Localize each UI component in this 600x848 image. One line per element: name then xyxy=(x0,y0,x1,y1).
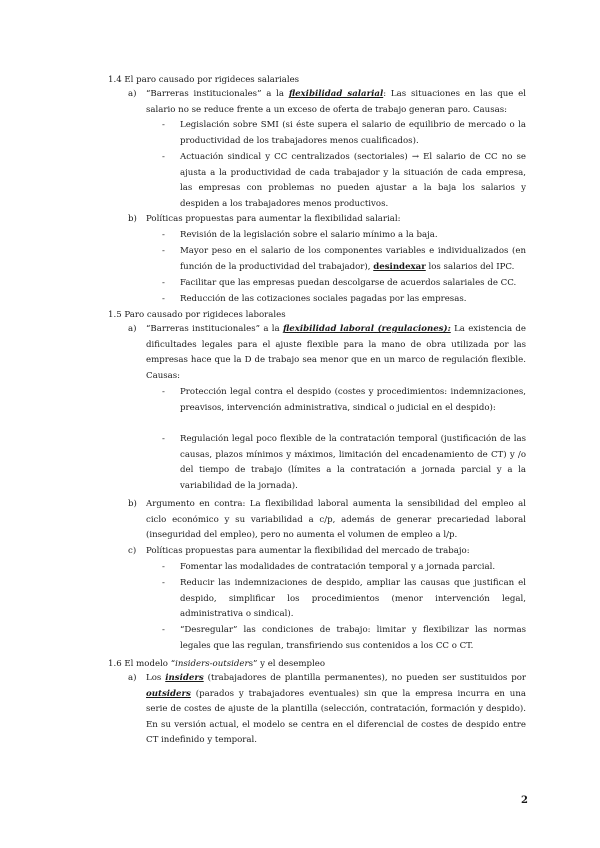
bullet-dash: - xyxy=(162,294,165,304)
bullet-dash: - xyxy=(162,152,165,162)
key-term: insiders xyxy=(165,673,204,683)
list-marker: a) xyxy=(128,673,137,683)
list-item-1-4-b: b) Políticas propuestas para aumentar la flexibilidad salarial: xyxy=(128,212,526,228)
bullet-dash: - xyxy=(162,120,165,130)
bullet-dash: - xyxy=(162,562,165,572)
bullet-item: - Mayor peso en el salario de los componentes variables e individualizados (en función de la productividad del trabajador), desindexar los salarios del IPC. xyxy=(162,246,526,272)
bullet-dash: - xyxy=(162,434,165,444)
bullet-dash: - xyxy=(162,246,165,256)
bullet-item: - Reducir las indemnizaciones de despido, ampliar las causas que justifican el despido, simplificar los procedimientos (menor intervención legal, administrativa o sindical). xyxy=(162,578,526,620)
key-term: outsiders xyxy=(146,688,191,699)
bullet-dash: - xyxy=(162,578,165,588)
bullet-item: - Reducción de las cotizaciones sociales pagadas por las empresas. xyxy=(162,292,526,308)
bullet-item: - Protección legal contra el despido (costes y procedimientos: indemnizaciones, preavisos, intervención administrativa, sindical o judicial en el despido): xyxy=(162,387,526,413)
key-term: desindexar xyxy=(373,261,426,272)
bullet-dash: - xyxy=(162,230,165,240)
bullet-dash: - xyxy=(162,625,165,635)
section-heading-1-4: 1.4 El paro causado por rigideces salariales xyxy=(108,75,300,85)
list-marker: c) xyxy=(128,546,137,556)
list-item-1-5-c: c) Políticas propuestas para aumentar la flexibilidad del mercado de trabajo: xyxy=(128,544,526,560)
bullet-item: - Legislación sobre SMI (si éste supera el salario de equilibrio de mercado o la productividad de los trabajadores menos cualificados). xyxy=(162,120,526,146)
bullet-item: - Actuación sindical y CC centralizados (sectoriales) → El salario de CC no se ajusta a la productividad de cada trabajador y la situación de cada empresa, las empresas con problemas no pueden ajustar a la baja los salarios y despiden a los trabajadores menos productivos. xyxy=(162,152,526,209)
list-item-1-5-a: a) “Barreras institucionales” a la flexibilidad laboral (regulaciones): La existencia de dificultades legales para el ajuste flexible para la mano de obra utilizada por las empresas hace que la D de trabajo sea menor que en un marco de regulación flexible. Causas: xyxy=(128,324,526,381)
page-number: 2 xyxy=(521,795,528,806)
bullet-item: - Facilitar que las empresas puedan descolgarse de acuerdos salariales de CC. xyxy=(162,276,526,292)
list-item-1-4-a xyxy=(128,87,526,118)
list-marker: b) xyxy=(128,499,137,509)
bullet-item: - Revisión de la legislación sobre el salario mínimo a la baja. xyxy=(162,228,526,244)
list-marker: a) xyxy=(128,324,137,334)
bullet-item: - “Desregular” las condiciones de trabajo: limitar y flexibilizar las normas legales que las regulan, transfiriendo sus contenidos a los CC o CT. xyxy=(162,625,526,651)
bullet-item: - Regulación legal poco flexible de la contratación temporal (justificación de las causas, plazos mínimos y máximos, limitación del encadenamiento de CT) y /o del tiempo de trabajo (límites a la contratación a jornada parcial y a la variabilidad de la jornada). xyxy=(162,434,526,491)
section-heading-1-6: 1.6 El modelo “insiders-outsiders” y el desempleo xyxy=(108,659,326,669)
list-marker: b) xyxy=(128,214,137,224)
key-term: flexibilidad laboral (regulaciones): xyxy=(282,324,451,334)
paragraph: “Barreras institucionales” a la flexibilidad salarial: Las situaciones en las que el salario no se reduce frente a un exceso de oferta de trabajo generan paro. Causas: xyxy=(146,89,526,115)
section-heading-1-5: 1.5 Paro causado por rigideces laborales xyxy=(108,310,286,320)
list-item-1-6-a: a) Los insiders (trabajadores de plantilla permanentes), no pueden ser sustituidos por outsiders (parados y trabajadores eventuales) sin que la empresa incurra en una serie de costes de ajuste de la plantilla (selección, contratación, formación y despido). En su versión actual, el modelo se centra en el diferencial de costes de despido entre CT indefinido y temporal. xyxy=(128,673,526,746)
list-item-1-5-b: b) Argumento en contra: La flexibilidad laboral aumenta la sensibilidad del empleo al ciclo económico y su variabilidad a c/p, además de generar precariedad laboral (inseguridad del empleo), pero no aumenta el volumen de empleo a l/p. xyxy=(128,499,526,541)
bullet-dash: - xyxy=(162,387,165,397)
bullet-item: - Fomentar las modalidades de contratación temporal y a jornada parcial. xyxy=(162,560,526,576)
list-marker: a) xyxy=(128,89,137,99)
key-term: flexibilidad salarial xyxy=(288,89,384,99)
bullet-dash: - xyxy=(162,278,165,288)
